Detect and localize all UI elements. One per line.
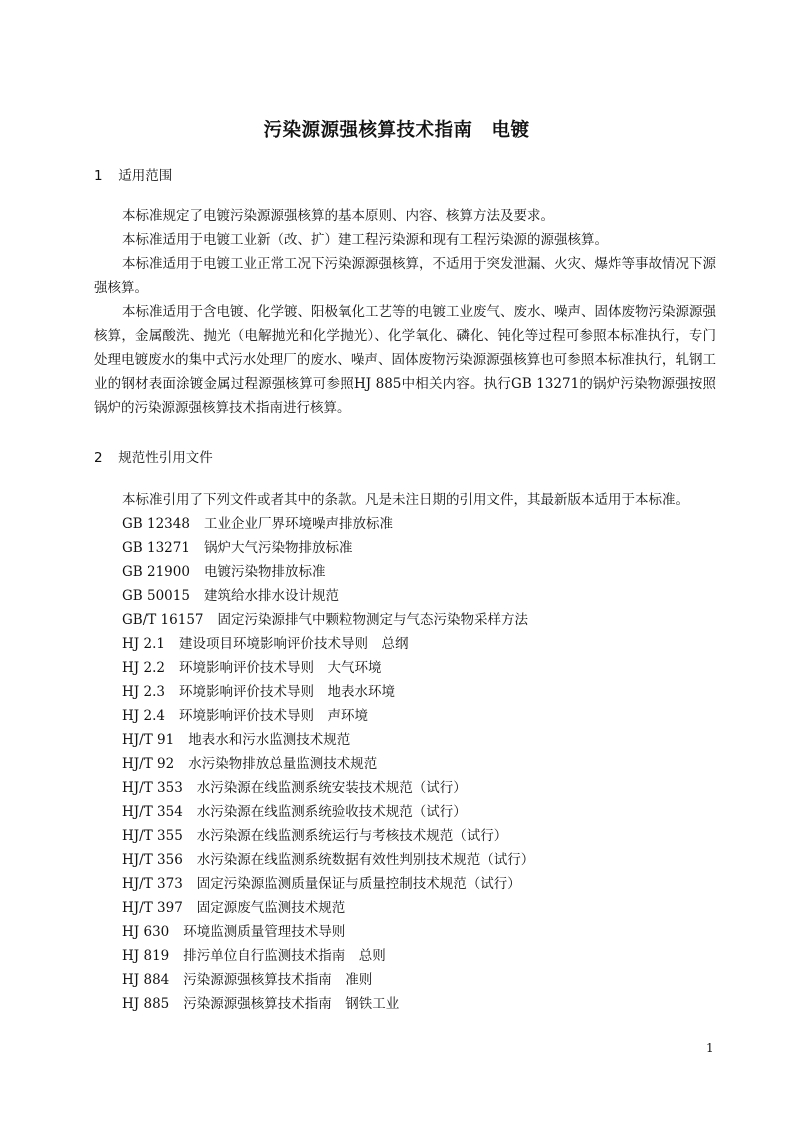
reference-code: HJ/T 397 (122, 900, 183, 916)
reference-title: 环境影响评价技术导则 大气环境 (178, 660, 382, 676)
section-1-paragraph: 本标准规定了电镀污染源源强核算的基本原则、内容、核算方法及要求。 (122, 208, 554, 224)
reference-item (122, 800, 534, 824)
reference-title: 建筑给水排水设计规范 (203, 588, 339, 604)
reference-title: 建设项目环境影响评价技术导则 总纲 (178, 636, 409, 652)
reference-item (122, 560, 534, 584)
reference-title: 环境监测质量管理技术导则 (183, 924, 346, 940)
reference-item (122, 776, 534, 800)
reference-item (122, 992, 534, 1016)
reference-item (122, 872, 534, 896)
reference-title: 污染源源强核算技术指南 准则 (183, 972, 373, 988)
reference-item (122, 680, 534, 704)
reference-list (122, 512, 534, 1016)
reference-item (122, 632, 534, 656)
reference-item (122, 920, 534, 944)
reference-item (122, 656, 534, 680)
reference-title: 水污染源在线监测系统数据有效性判别技术规范（试行） (196, 852, 535, 868)
reference-title: 环境影响评价技术导则 声环境 (178, 708, 368, 724)
reference-item (122, 512, 534, 536)
reference-title: 污染源源强核算技术指南 钢铁工业 (183, 996, 400, 1012)
reference-title: 锅炉大气污染物排放标准 (203, 540, 353, 556)
reference-item (122, 752, 534, 776)
reference-code: HJ 630 (122, 924, 170, 940)
section-1-paragraph: 本标准适用于电镀工业正常工况下污染源源强核算，不适用于突发泄漏、火灾、爆炸等事故情况下源强核算。 (94, 256, 716, 296)
reference-code: GB 12348 (122, 516, 190, 532)
reference-code: HJ/T 373 (122, 876, 183, 892)
section-2-title: 规范性引用文件 (118, 450, 213, 466)
section-1-paragraph: 本标准适用于电镀工业新（改、扩）建工程污染源和现有工程污染源的源强核算。 (122, 232, 608, 248)
reference-item (122, 944, 534, 968)
reference-title: 固定源废气监测技术规范 (196, 900, 346, 916)
reference-item (122, 704, 534, 728)
reference-title: 电镀污染物排放标准 (203, 564, 326, 580)
section-1-paragraph: 本标准适用于含电镀、化学镀、阳极氧化工艺等的电镀工业废气、废水、噪声、固体废物污染源源强核算，金属酸洗、抛光（电解抛光和化学抛光）、化学氧化、磷化、钝化等过程可参照本标准执行，专门处理电镀废水的集中式污水处理厂的废水、噪声、固体废物污染源源强核算也可参照本标准执行，轧钢工业的钢材表面涂镀金属过程源强核算可参照HJ 885中相关内容。执行GB 13271的锅炉污染物源强按照锅炉的污染源源强核算技术指南进行核算。 (94, 304, 716, 416)
section-2-number: 2 (94, 450, 103, 466)
section-1-number: 1 (94, 168, 103, 184)
reference-code: HJ 884 (122, 972, 170, 988)
reference-code: GB 13271 (122, 540, 190, 556)
reference-code: HJ/T 355 (122, 828, 183, 844)
section-2-intro: 本标准引用了下列文件或者其中的条款。凡是未注日期的引用文件，其最新版本适用于本标准。 (122, 492, 689, 508)
reference-item (122, 728, 534, 752)
section-1-title: 适用范围 (118, 168, 173, 184)
reference-code: GB 50015 (122, 588, 190, 604)
reference-title: 水污染物排放总量监测技术规范 (188, 756, 378, 772)
reference-item (122, 896, 534, 920)
reference-code: HJ 2.2 (122, 660, 165, 676)
reference-item (122, 848, 534, 872)
reference-title: 地表水和污水监测技术规范 (188, 732, 351, 748)
reference-code: HJ/T 353 (122, 780, 183, 796)
page-number: 1 (706, 1041, 714, 1055)
reference-item (122, 824, 534, 848)
reference-code: HJ 819 (122, 948, 170, 964)
reference-title: 固定污染源排气中颗粒物测定与气态污染物采样方法 (217, 612, 528, 628)
reference-code: HJ/T 356 (122, 852, 183, 868)
reference-title: 水污染源在线监测系统验收技术规范（试行） (196, 804, 467, 820)
reference-title: 固定污染源监测质量保证与质量控制技术规范（试行） (196, 876, 521, 892)
reference-title: 水污染源在线监测系统安装技术规范（试行） (196, 780, 467, 796)
reference-item (122, 968, 534, 992)
reference-item (122, 608, 534, 632)
reference-code: HJ/T 92 (122, 756, 175, 772)
reference-title: 环境影响评价技术导则 地表水环境 (178, 684, 395, 700)
reference-item (122, 584, 534, 608)
reference-code: GB/T 16157 (122, 612, 204, 628)
reference-code: HJ/T 91 (122, 732, 175, 748)
reference-code: HJ 2.1 (122, 636, 165, 652)
section-1-heading (94, 164, 172, 184)
reference-title: 水污染源在线监测系统运行与考核技术规范（试行） (196, 828, 508, 844)
page-title: 污染源源强核算技术指南 电镀 (263, 120, 530, 141)
reference-title: 工业企业厂界环境噪声排放标准 (203, 516, 393, 532)
reference-code: HJ/T 354 (122, 804, 183, 820)
section-2-heading (94, 446, 213, 466)
reference-item (122, 536, 534, 560)
reference-code: HJ 885 (122, 996, 170, 1012)
reference-title: 排污单位自行监测技术指南 总则 (183, 948, 386, 964)
reference-code: GB 21900 (122, 564, 190, 580)
reference-code: HJ 2.4 (122, 708, 165, 724)
reference-code: HJ 2.3 (122, 684, 165, 700)
